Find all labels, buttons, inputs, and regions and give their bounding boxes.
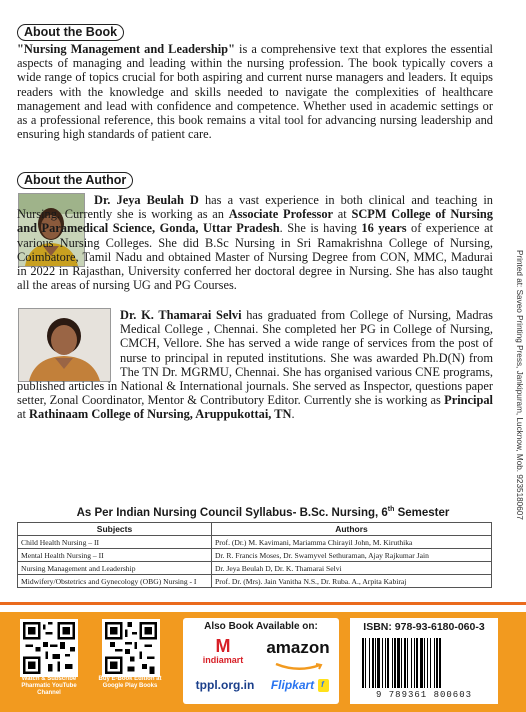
- table-header-row: [18, 523, 492, 536]
- author1-years: 16 years: [361, 221, 407, 236]
- amazon-logo[interactable]: [263, 638, 333, 676]
- syllabus-title: [0, 506, 526, 519]
- author1-text-1: has a vast experience in both clinical and teaching in Nursing. Currently she is working as an: [17, 193, 494, 222]
- indiamart-label: indiamart: [202, 655, 244, 665]
- author2-photo-spacer: [17, 308, 120, 379]
- author2-text-3: .: [291, 407, 295, 422]
- author1-bio: [17, 193, 493, 292]
- author2-text-2: at: [17, 407, 30, 422]
- book-title: "Nursing Management and Leadership": [17, 42, 235, 56]
- authors-cell: Prof. (Dr.) M. Kavimani, Mariamma Chirayil John, M. Kiruthika: [212, 536, 492, 549]
- barcode-icon: [358, 638, 490, 690]
- author2-college: Rathinaam College of Nursing, Aruppukottai, TN: [29, 407, 292, 422]
- about-author-label: About the Author: [17, 172, 133, 189]
- author1-name: Dr. Jeya Beulah D: [94, 193, 199, 207]
- ebook-qr-code[interactable]: [102, 619, 160, 677]
- ebook-qr-caption: Buy E-Book Edition at Google Play Books: [98, 676, 162, 689]
- tppl-link[interactable]: tppl.org.in: [195, 678, 255, 692]
- book-description: is a comprehensive text that explores the essential aspects of managing and leading within the nursing profession. The book typically covers a wide range of topics crucial for both aspiring and current nurse managers and leaders. It equips readers with the knowledge and skills needed to navigate the complexities of healthcare management and lead with confidence and competence. Whether used in academic settings or as a professional reference, this book remains a vital tool for advancing nursing leadership and ensuring high standards of patient care.: [17, 42, 494, 142]
- syllabus-title-sup: th: [387, 506, 395, 513]
- flipkart-label: Flipkart: [270, 678, 315, 692]
- indiamart-logo[interactable]: M indiamart: [193, 637, 253, 665]
- table-row: [18, 549, 492, 562]
- author2-designation: Principal: [444, 393, 493, 408]
- subject-cell: Midwifery/Obstetrics and Gynecology (OBG) Nursing - I: [18, 575, 212, 588]
- syllabus-title-suffix: Semester: [394, 506, 450, 519]
- subject-cell: Nursing Management and Leadership: [18, 562, 212, 575]
- also-available-text: Also Book Available on:: [204, 621, 318, 632]
- author1-text-4: of experience at various Nursing Colleges. She did B.Sc Nursing in Sri Ramakrishna College of Nursing, Coimbatore, Tamil Nadu and obtained Master of Nursing Degree from CON, MMC, Madurai in 2022 in Rajasthan, University conferred her doctoral degree in Nursing. She has also taught all the areas of nursing UG and PG Courses.: [17, 221, 494, 293]
- divider-line: [0, 602, 526, 605]
- flipkart-logo[interactable]: [267, 676, 333, 694]
- flipkart-bag-icon: f: [318, 679, 329, 692]
- table-row: [18, 562, 492, 575]
- youtube-qr-code[interactable]: [20, 619, 78, 677]
- author2-bio: [17, 308, 493, 422]
- subject-cell: Child Health Nursing – II: [18, 536, 212, 549]
- isbn-box: [350, 618, 498, 704]
- authors-cell: Dr. R. Francis Moses, Dr. Swamyvel Sethuraman, Ajay Rajkumar Jain: [212, 549, 492, 562]
- authors-header: Authors: [212, 523, 492, 536]
- subjects-header: Subjects: [18, 523, 212, 536]
- authors-cell: Dr. Jeya Beulah D, Dr. K. Thamarai Selvi: [212, 562, 492, 575]
- amazon-smile-icon: [272, 663, 324, 671]
- author2-text-1: has graduated from College of Nursing, Madras Medical College , Chennai. She completed her PG in College of Nursing, CMCH, Vellore. She has served a wide range of services from the post of nurse to principal in reputed institutions. She was awarded Ph.D(N) from The TN Dr. MGRMU, Chennai. She has organised various CNE programs, published articles in National & International journals. She served as Inspector, questions paper setter, Zonal Coordinator, Mentor & Contributory Editor. Currently she is working as: [17, 308, 493, 408]
- author1-designation: Associate Professor: [228, 207, 334, 222]
- barcode-digits: 9 789361 800603: [375, 690, 472, 700]
- about-book-label: About the Book: [17, 24, 124, 41]
- youtube-qr-caption: Watch & Subscribe Pharmatic YouTube Channel: [21, 676, 77, 696]
- authors-cell: Prof. Dr. (Mrs). Jain Vanitha N.S., Dr. Ruba. A., Arpita Kabiraj: [212, 575, 492, 588]
- syllabus-table: [17, 522, 492, 588]
- author1-text-3: . She is having: [279, 221, 362, 236]
- printer-note: Printed at: Saveo Printing Press, Jankipuram, Lucknow, Mob. 9235180607: [515, 250, 524, 520]
- table-row: [18, 575, 492, 588]
- availability-box: [183, 618, 339, 704]
- author1-text-2: at: [333, 207, 352, 222]
- author1-college: SCPM College of Nursing and Paramedical Science, Gonda, Uttar Pradesh: [17, 207, 494, 236]
- subject-cell: Mental Health Nursing – II: [18, 549, 212, 562]
- about-book-text: [17, 42, 493, 141]
- syllabus-title-prefix: As Per Indian Nursing Council Syllabus- B.Sc. Nursing, 6: [76, 506, 388, 519]
- isbn-text: ISBN: 978-93-6180-060-3: [363, 621, 485, 633]
- author2-name: Dr. K. Thamarai Selvi: [120, 308, 242, 322]
- amazon-label: amazon: [266, 638, 330, 657]
- table-row: [18, 536, 492, 549]
